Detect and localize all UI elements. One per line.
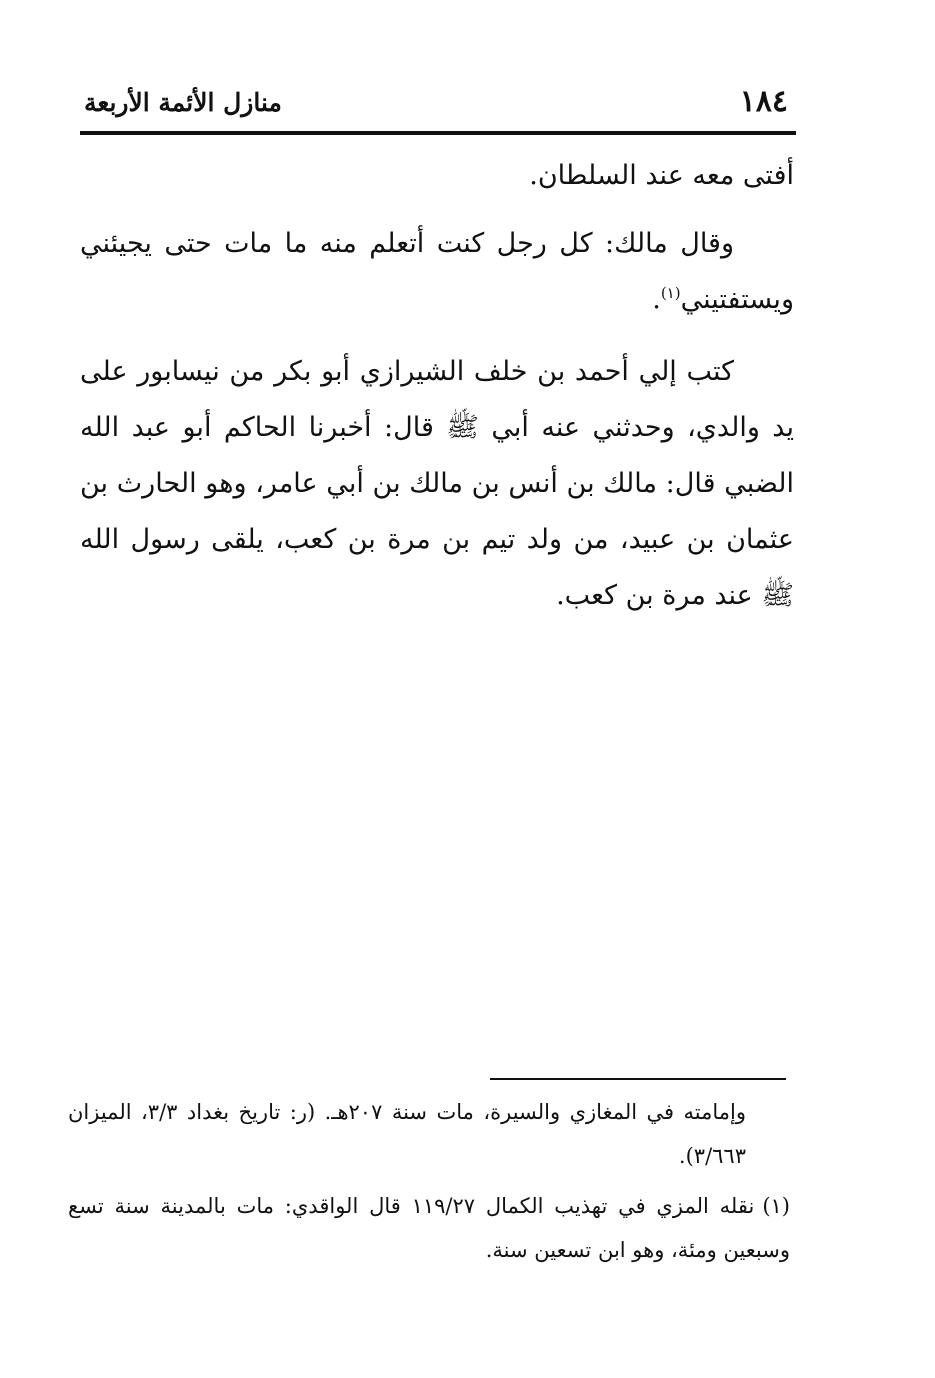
footnote-continued: وإمامته في المغازي والسيرة، مات سنة ٢٠٧هـ. (ر: تاريخ بغداد ٣/٣، الميزان ٣/٦٦٣). — [68, 1100, 746, 1168]
paragraph-text: وقال مالك: كل رجل كنت أتعلم منه ما مات حتى يجيئني ويستفتيني — [80, 228, 794, 315]
footnote-1 — [68, 1184, 790, 1272]
paragraph-end-mark: . — [652, 284, 661, 315]
paragraph-continuation: أفتى معه عند السلطان. — [529, 160, 794, 191]
page-header — [80, 78, 796, 128]
footnotes — [68, 1090, 790, 1278]
running-title: منازل الأئمة الأربعة — [84, 88, 282, 117]
main-text — [80, 148, 794, 640]
page-number: ١٨٤ — [739, 84, 788, 119]
footnote-reference[interactable]: (١) — [660, 284, 681, 302]
header-rule — [80, 131, 796, 135]
footnote-separator — [490, 1078, 786, 1080]
paragraph-malik-quote — [80, 216, 794, 328]
footnote-number: (١) — [762, 1194, 790, 1218]
paragraph-lineage: كتب إلي أحمد بن خلف الشيرازي أبو بكر من نيسابور على يد والدي، وحدثني عنه أبي ﷺ قال: أخبرنا الحاكم أبو عبد الله الضبي قال: مالك بن أنس بن مالك بن أبي عامر، وهو الحارث بن عثمان بن عبيد، من ولد تيم بن مرة بن كعب، يلقى رسول الله ﷺ عند مرة بن كعب. — [80, 356, 794, 611]
footnote-text: نقله المزي في تهذيب الكمال ١١٩/٢٧ قال الواقدي: مات بالمدينة سنة تسع وسبعين ومئة، وهو ابن تسعين سنة. — [68, 1194, 790, 1262]
